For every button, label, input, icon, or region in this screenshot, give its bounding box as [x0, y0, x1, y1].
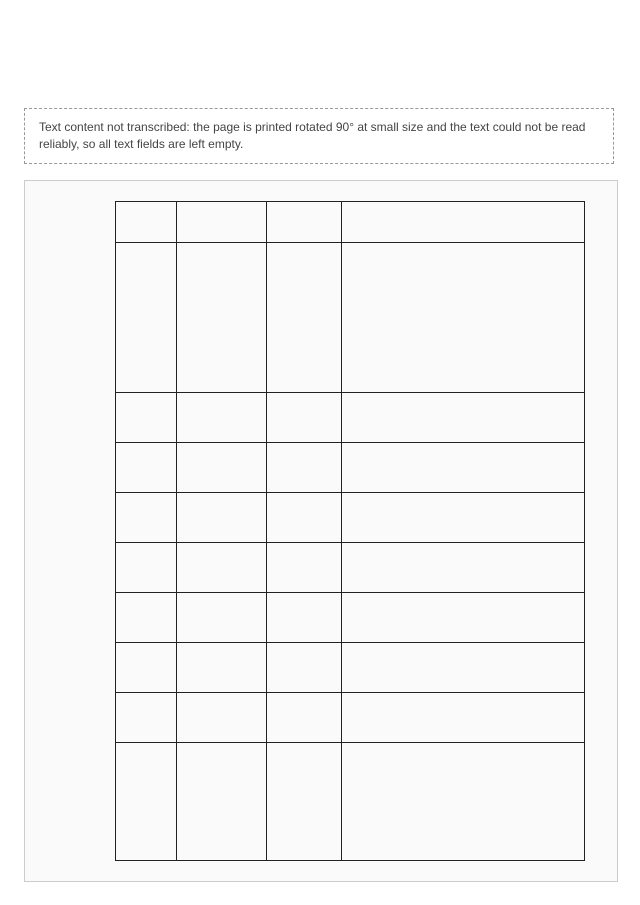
table-row-divider	[116, 542, 584, 543]
table-column-divider	[176, 202, 177, 860]
table-row-divider	[116, 492, 584, 493]
table-row-divider	[116, 592, 584, 593]
transcription-notice: Text content not transcribed: the page is printed rotated 90° at small size and the text could not be read reliably, so all text fields are left empty.	[24, 108, 614, 164]
table-row-divider	[116, 392, 584, 393]
table-row-divider	[116, 242, 584, 243]
table-column-divider	[341, 202, 342, 860]
table-outline	[115, 201, 585, 861]
table-column-divider	[266, 202, 267, 860]
table-row-divider	[116, 442, 584, 443]
rotated-document-area	[24, 180, 618, 882]
table-row-divider	[116, 742, 584, 743]
table-row-divider	[116, 692, 584, 693]
table-row-divider	[116, 642, 584, 643]
